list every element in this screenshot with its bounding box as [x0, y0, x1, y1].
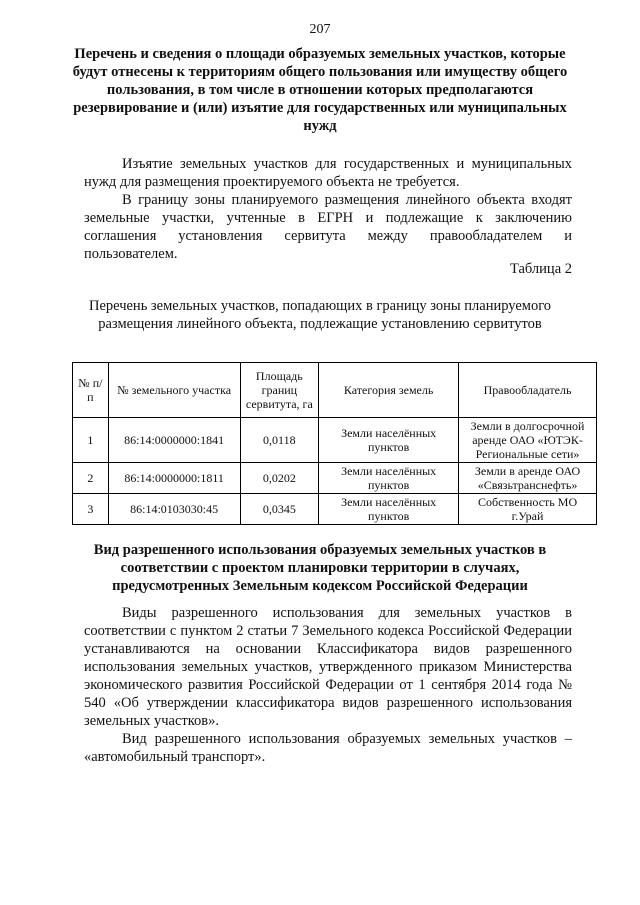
cell-owner: Собственность МО г.Урай	[459, 494, 597, 525]
cell-owner: Земли в аренде ОАО «Связьтранснефть»	[459, 463, 597, 494]
section1-heading: Перечень и сведения о площади образуемых земельных участков, которые будут отнесены к территориям общего пользования или имуществу общего пользования, в том числе в отношении которых предполагаются резервирование и (или) изъятие для государственных или муниципальных нужд	[72, 46, 568, 134]
cell-area: 0,0202	[240, 463, 319, 494]
header-number: № п/п	[73, 363, 109, 418]
section1-paragraph-2: В границу зоны планируемого размещения линейного объекта входят земельные участки, учтенные в ЕГРН и подлежащие к заключению соглашения установления сервитута между правообладателем и пользователем.	[84, 192, 572, 262]
cell-number: 2	[73, 463, 109, 494]
header-area: Площадь границ сервитута, га	[240, 363, 319, 418]
cell-number: 3	[73, 494, 109, 525]
table-row	[73, 494, 597, 525]
cell-category: Земли населённых пунктов	[319, 494, 459, 525]
table-header-row	[73, 363, 597, 418]
header-owner: Правообладатель	[459, 363, 597, 418]
easement-table	[72, 362, 597, 525]
header-parcel: № земельного участка	[108, 363, 240, 418]
table-row	[73, 463, 597, 494]
header-category: Категория земель	[319, 363, 459, 418]
cell-category: Земли населённых пунктов	[319, 418, 459, 463]
cell-area: 0,0345	[240, 494, 319, 525]
cell-parcel: 86:14:0000000:1841	[108, 418, 240, 463]
cell-area: 0,0118	[240, 418, 319, 463]
section1-paragraph-1: Изъятие земельных участков для государственных и муниципальных нужд для размещения проектируемого объекта не требуется.	[84, 156, 572, 190]
cell-number: 1	[73, 418, 109, 463]
section2-paragraph-1: Виды разрешенного использования для земельных участков в соответствии с пунктом 2 статьи 7 Земельного кодекса Российской Федерации устанавливаются на основании Классификатора видов разрешенного использования земельных участков, утвержденного приказом Министерства экономического развития Российской Федерации от 1 сентября 2014 года № 540 «Об утверждении классификатора видов разрешенного использования земельных участков».	[84, 605, 572, 729]
cell-parcel: 86:14:0000000:1811	[108, 463, 240, 494]
section2-paragraph-2: Вид разрешенного использования образуемых земельных участков – «автомобильный транспорт».	[84, 731, 572, 765]
cell-category: Земли населённых пунктов	[319, 463, 459, 494]
table-row	[73, 418, 597, 463]
section2-heading: Вид разрешенного использования образуемых земельных участков в соответствии с проектом планировки территории в случаях, предусмотренных Земельным кодексом Российской Федерации	[93, 542, 547, 594]
table-caption: Перечень земельных участков, попадающих в границу зоны планируемого размещения линейного объекта, подлежащие установлению сервитутов	[88, 298, 552, 332]
cell-owner: Земли в долгосрочной аренде ОАО «ЮТЭК-Региональные сети»	[459, 418, 597, 463]
page-number: 207	[309, 22, 331, 37]
cell-parcel: 86:14:0103030:45	[108, 494, 240, 525]
table-label: Таблица 2	[509, 261, 572, 277]
